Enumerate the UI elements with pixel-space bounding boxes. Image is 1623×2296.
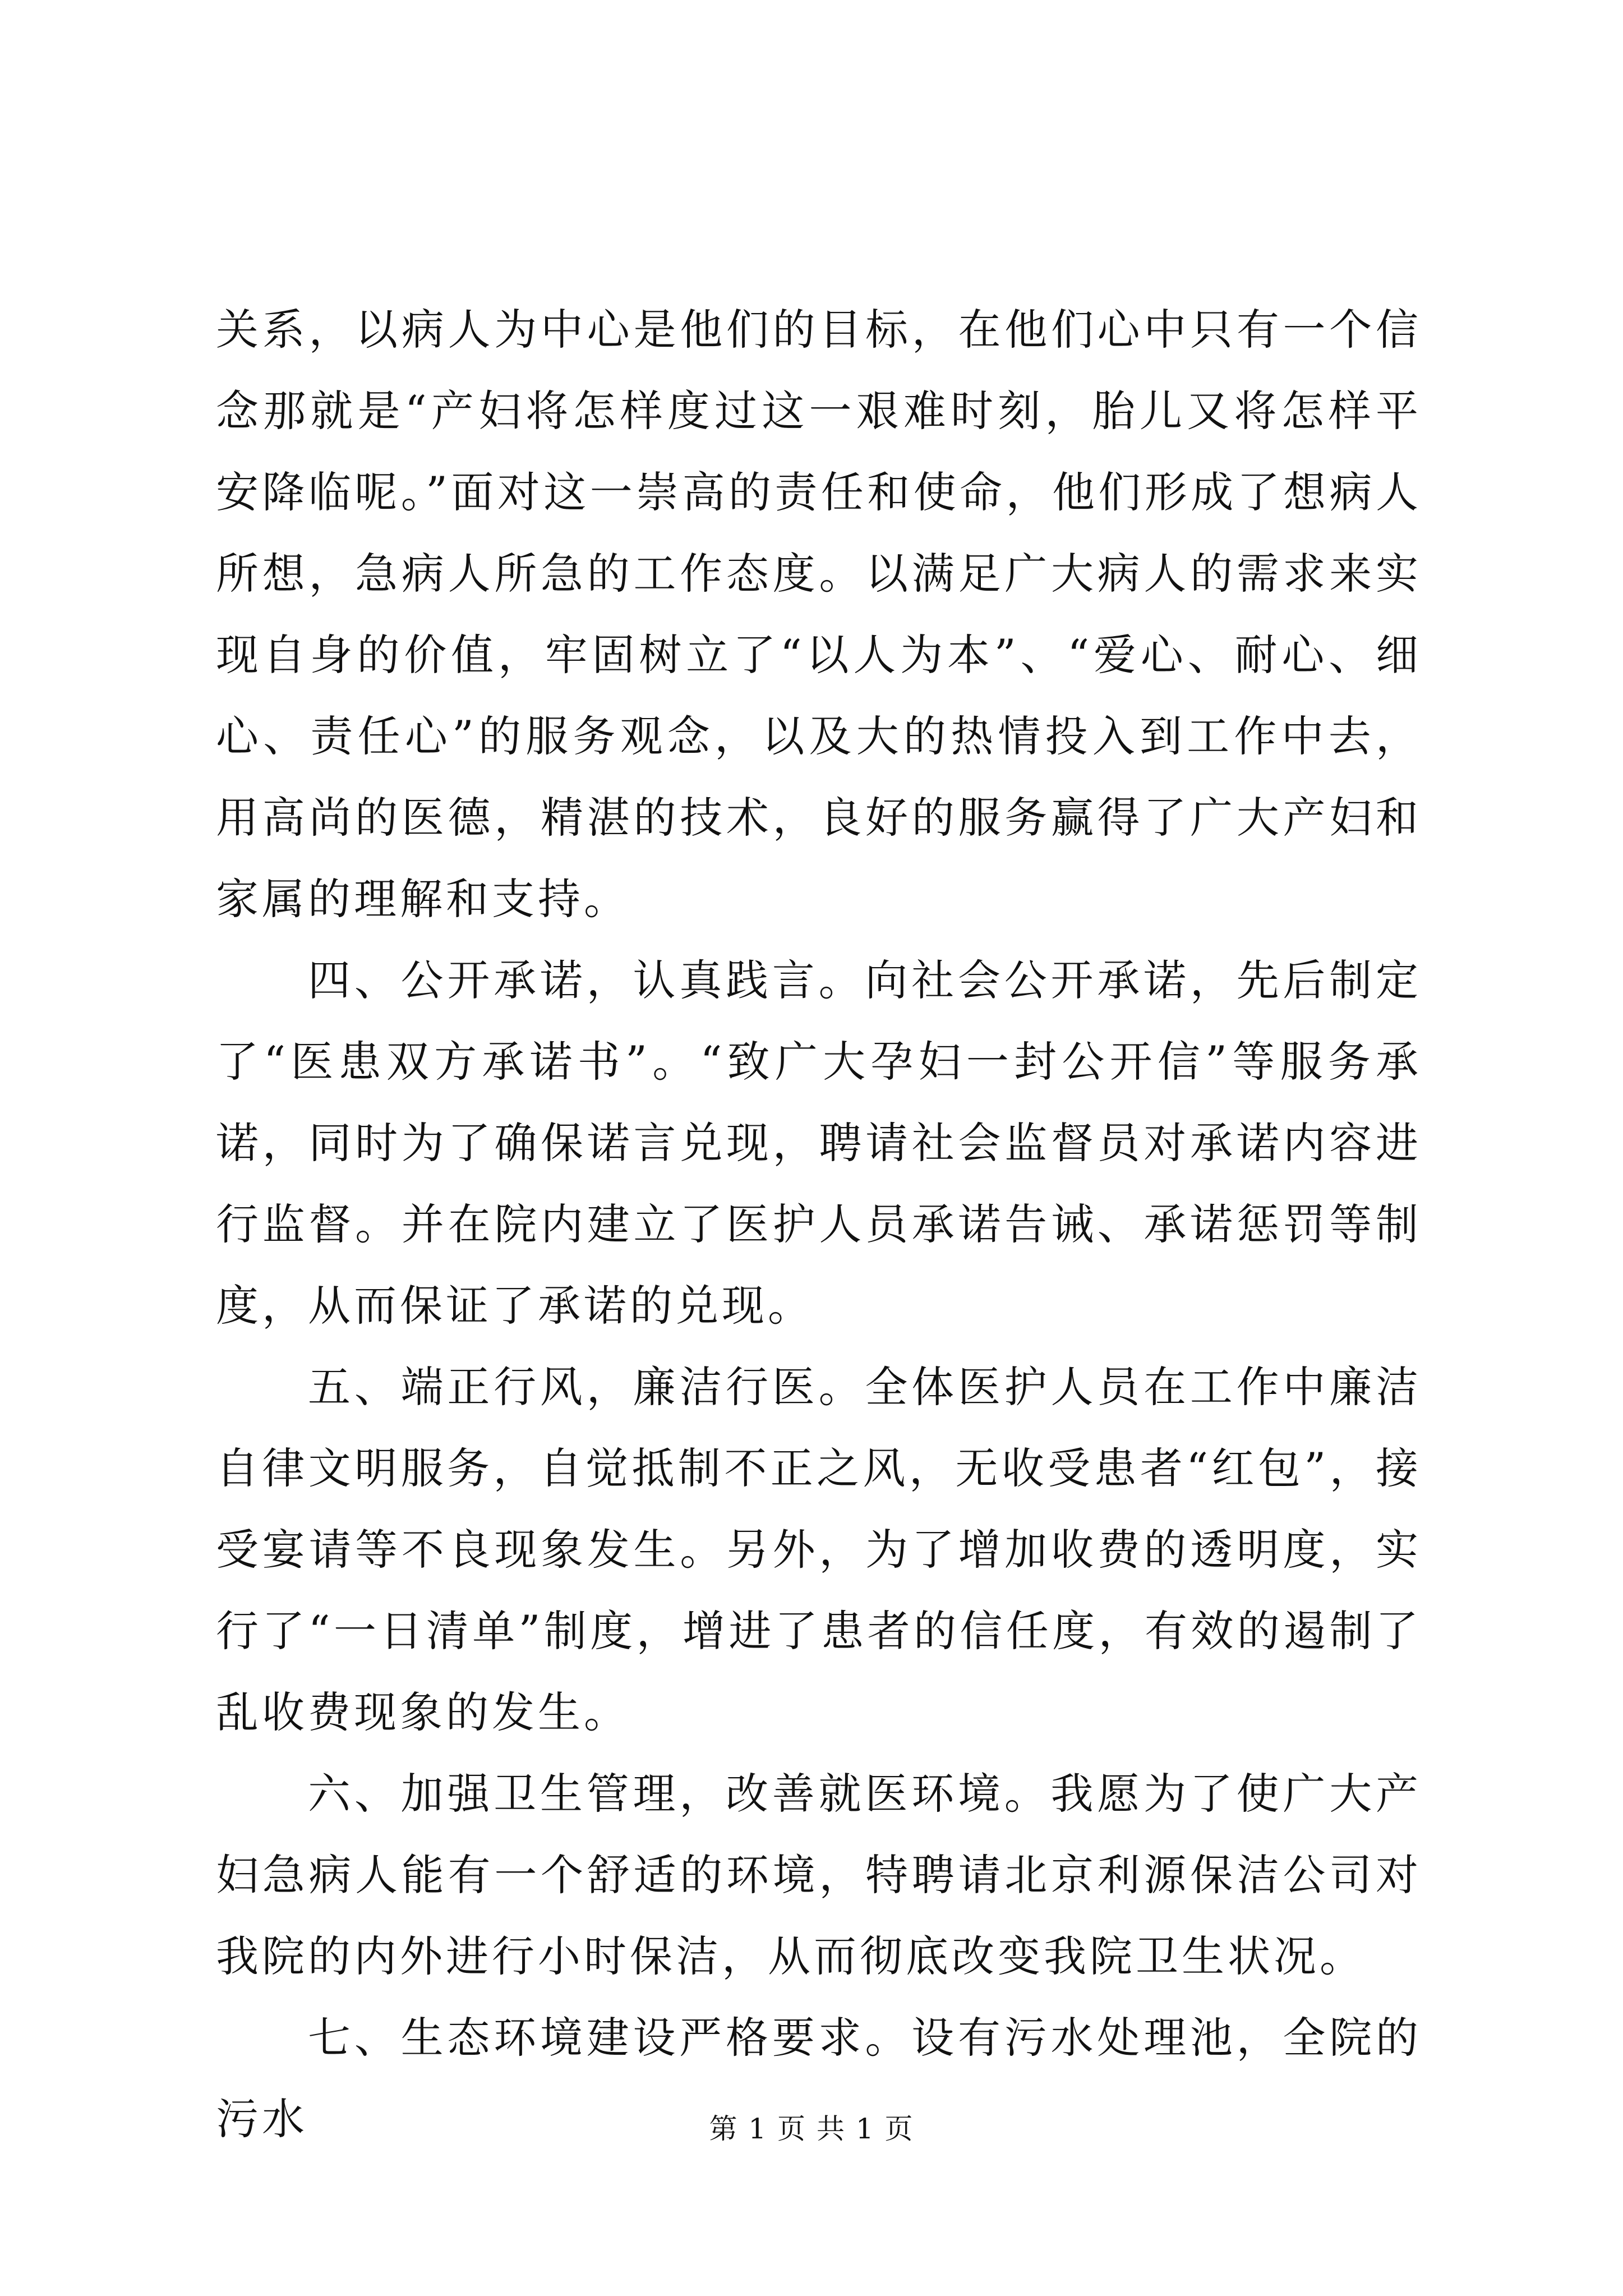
document-body (216, 289, 1422, 2160)
paragraph-section-7: 七、生态环境建设严格要求。设有污水处理池，全院的污水 (216, 2013, 1422, 2144)
paragraph-continuation: 关系，以病人为中心是他们的目标，在他们心中只有一个信念那就是“产妇将怎样度过这一艰难时刻，胎儿又将怎样平安降临呢。”面对这一崇高的责任和使命，他们形成了想病人所想，急病人所急的工作态度。以满足广大病人的需求来实现自身的价值，牢固树立了“以人为本”、“爱心、耐心、细心、责任心”的服务观念，以及大的热情投入到工作中去，用高尚的医德，精湛的技术，良好的服务赢得了广大产妇和家属的理解和支持。 (216, 305, 1422, 924)
paragraph-section-4: 四、公开承诺，认真践言。向社会公开承诺，先后制定了“医患双方承诺书”。“致广大孕妇一封公开信”等服务承诺，同时为了确保诺言兑现，聘请社会监督员对承诺内容进行监督。并在院内建立了医护人员承诺告诫、承诺惩罚等制度，从而保证了承诺的兑现。 (216, 955, 1422, 1331)
page-footer: 第 1 页 共 1 页 (709, 2113, 914, 2145)
paragraph-section-6: 六、加强卫生管理，改善就医环境。我愿为了使广大产妇急病人能有一个舒适的环境，特聘请北京利源保洁公司对我院的内外进行小时保洁，从而彻底改变我院卫生状况。 (216, 1769, 1422, 1981)
paragraph-section-5: 五、端正行风，廉洁行医。全体医护人员在工作中廉洁自律文明服务，自觉抵制不正之风，无收受患者“红包”，接受宴请等不良现象发生。另外，为了增加收费的透明度，实行了“一日清单”制度，增进了患者的信任度，有效的遏制了乱收费现象的发生。 (216, 1362, 1422, 1737)
